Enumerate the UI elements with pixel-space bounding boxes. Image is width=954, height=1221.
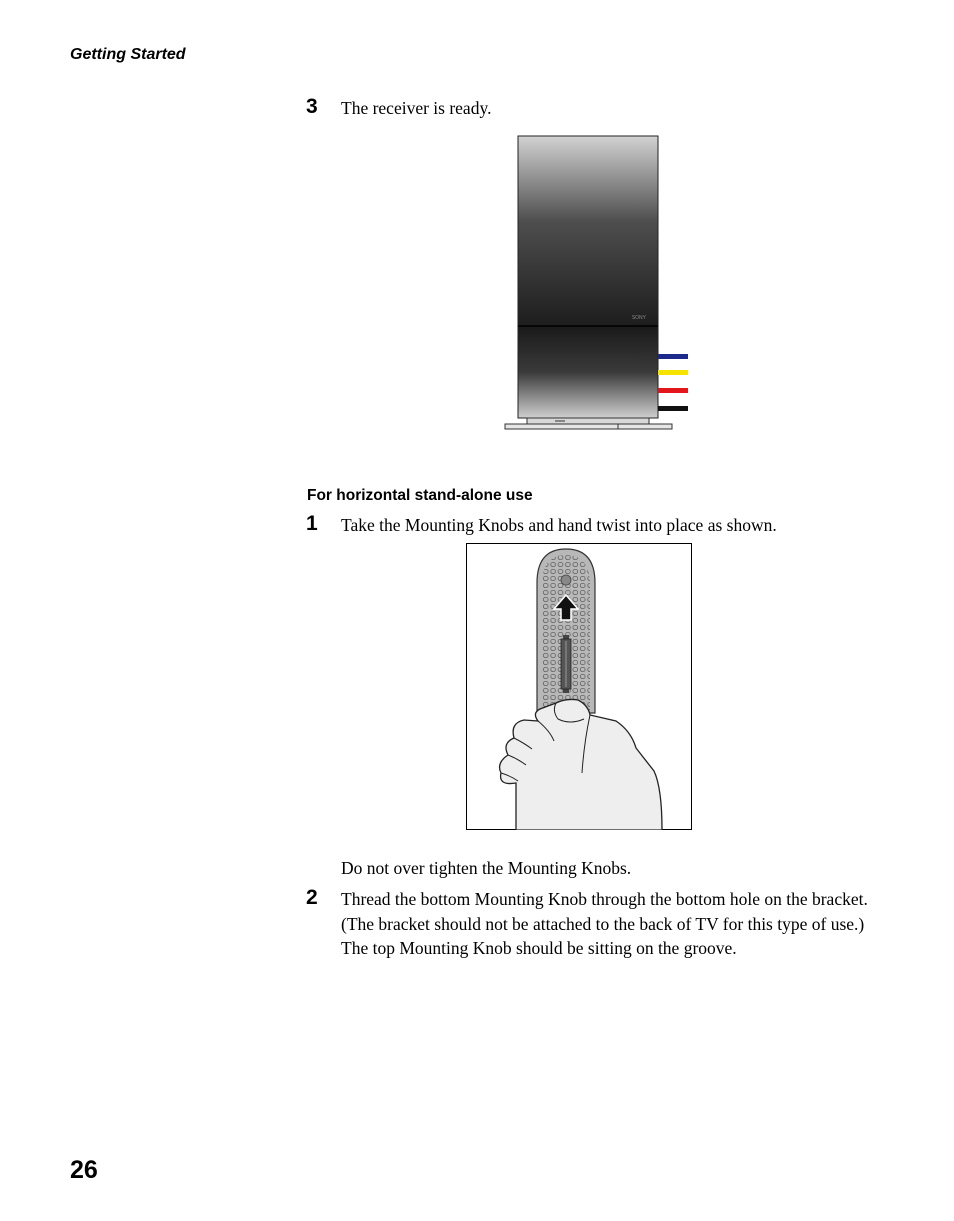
mounting-knob-illustration [466,543,692,830]
page-number: 26 [70,1156,98,1184]
cable-blue [658,354,688,359]
step-text: Take the Mounting Knobs and hand twist into place as shown. [341,515,777,535]
receiver-illustration [500,130,700,435]
step-number: 1 [306,512,318,535]
cable-black [658,406,688,411]
receiver-brand-logo: SONY [631,315,646,321]
step-text: The receiver is ready. [341,98,492,118]
section-subheading: For horizontal stand-alone use [307,487,533,504]
note-text: Do not over tighten the Mounting Knobs. [341,858,632,878]
step-number: 2 [306,886,318,909]
section-header: Getting Started [70,46,186,63]
cable-group [658,354,688,411]
cable-yellow [658,370,688,375]
step-text: Thread the bottom Mounting Knob through the bottom hole on the bracket. (The bracket should not be attached to the back of TV for this type of use.) The top Mounting Knob should be sitting on the groove. [341,889,868,958]
cable-red [658,388,688,393]
step-number: 3 [306,95,318,118]
